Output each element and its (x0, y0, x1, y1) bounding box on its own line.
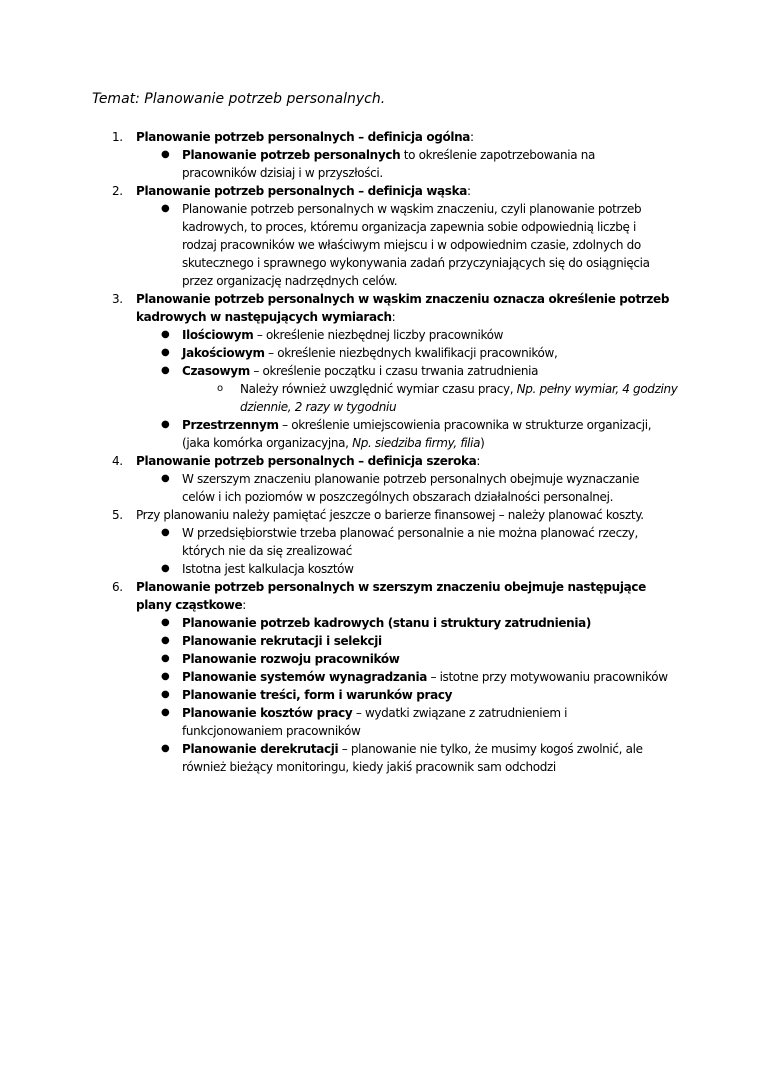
bullet-icon: ● (161, 671, 170, 682)
item-text: Istotna jest kalkulacja kosztów (182, 562, 354, 576)
heading-suffix: : (476, 454, 481, 468)
bullet-icon: ● (161, 473, 170, 484)
list-item (161, 200, 670, 290)
section-number: 1. (112, 130, 123, 144)
list-item (161, 470, 670, 506)
bullet-icon: ● (161, 653, 170, 664)
item-text: – określenie niezbędnej liczby pracowników (253, 328, 504, 342)
bullet-icon: ● (161, 617, 170, 628)
item-example: Np. siedziba firmy, filia (352, 436, 481, 450)
item-term: Planowanie derekrutacji (182, 742, 339, 756)
section-5 (0, 506, 760, 578)
list-item (161, 614, 670, 632)
list-item (161, 362, 678, 416)
bullet-icon: ● (161, 419, 170, 430)
document-title: Temat: Planowanie potrzeb personalnych. (92, 91, 386, 107)
list-item (161, 416, 670, 452)
item-text: Planowanie potrzeb personalnych w wąskim znaczeniu, czyli planowanie potrzeb kadrowych, to proces, któremu organizacja zapewnia sobie odpowiednią liczbę i rodzaj pracowników we właściwym miejscu i w odpowiednim czasie, zdolnych do skutecznego i sprawnego wykonywania zadań przyczyniających się do osiągnięcia przez organizację nadrzędnych celów. (182, 202, 650, 288)
item-text: to określenie zapotrzebowania na pracowników dzisiaj i w przyszłości. (182, 148, 595, 180)
section-2 (0, 182, 760, 290)
section-number: 5. (112, 508, 123, 522)
list-item (161, 560, 670, 578)
item-text: – wydatki związane z zatrudnieniem i funkcjonowaniem pracowników (182, 706, 568, 738)
section-heading: Planowanie potrzeb personalnych – definicja wąska (136, 184, 467, 198)
item-term: Planowanie rekrutacji i selekcji (182, 634, 382, 648)
item-term: Planowanie systemów wynagradzania (182, 670, 427, 684)
list-item (161, 650, 670, 668)
section-number: 4. (112, 454, 123, 468)
list-item (161, 632, 670, 650)
bullet-icon: ● (161, 563, 170, 574)
bullet-icon: ● (161, 635, 170, 646)
heading-suffix: : (242, 598, 246, 612)
item-term: Ilościowym (182, 328, 254, 342)
item-term: Planowanie potrzeb kadrowych (stanu i struktury zatrudnienia) (182, 616, 591, 630)
section-1 (0, 128, 760, 182)
heading-suffix: : (466, 184, 471, 198)
item-term: Przestrzennym (182, 418, 279, 432)
section-number: 3. (112, 292, 123, 306)
bullet-icon: ● (161, 689, 170, 700)
item-text: W szerszym znaczeniu planowanie potrzeb personalnych obejmuje wyznaczanie celów i ich poziomów w poszczególnych obszarach działalności personalnej. (182, 472, 640, 504)
bullet-list (136, 614, 670, 776)
document-body (0, 128, 760, 776)
section-heading: Planowanie potrzeb personalnych w szerszym znaczeniu obejmuje następujące plany cząstkowe (136, 580, 646, 612)
sub-bullet-list (182, 380, 678, 416)
section-4 (0, 452, 760, 506)
section-heading: Planowanie potrzeb personalnych – definicja szeroka (136, 454, 477, 468)
bullet-icon: ● (161, 743, 170, 754)
item-term: Planowanie treści, form i warunków pracy (182, 688, 453, 702)
list-item (161, 740, 670, 776)
item-term: Planowanie kosztów pracy (182, 706, 353, 720)
item-text: – określenie niezbędnych kwalifikacji pracowników, (264, 346, 558, 360)
list-item (161, 146, 670, 182)
sub-item-text: Należy również uwzględnić wymiar czasu pracy, (240, 382, 517, 396)
item-text: – określenie umiejscowienia pracownika w strukturze organizacji, (jaka komórka organizacyjna, (182, 418, 652, 450)
list-item (161, 326, 670, 344)
item-term: Planowanie rozwoju pracowników (182, 652, 400, 666)
section-number: 6. (112, 580, 123, 594)
sub-item-example: Np. pełny wymiar, 4 godziny dziennie, 2 razy w tygodniu (240, 382, 678, 414)
list-item (161, 524, 670, 560)
section-number: 2. (112, 184, 123, 198)
bullet-icon: ● (161, 347, 170, 358)
bullet-icon: ● (161, 149, 170, 160)
section-text: Przy planowaniu należy pamiętać jeszcze o barierze finansowej – należy planować koszty. (136, 508, 644, 522)
item-text: – określenie początku i czasu trwania zatrudnienia (249, 364, 539, 378)
bullet-icon: ● (161, 365, 170, 376)
item-text-after: ) (480, 436, 485, 450)
heading-suffix: : (391, 310, 396, 324)
bullet-list (136, 326, 678, 452)
section-heading: Planowanie potrzeb personalnych – definicja ogólna (136, 130, 471, 144)
bullet-list (136, 146, 670, 182)
sub-list-item (217, 380, 700, 416)
bullet-icon: ● (161, 527, 170, 538)
bullet-icon: ● (161, 707, 170, 718)
item-text: – planowanie nie tylko, że musimy kogoś zwolnić, ale również bieżący monitoringu, kiedy jakiś pracownik sam odchodzi (182, 742, 643, 774)
heading-suffix: : (470, 130, 474, 144)
section-heading: Planowanie potrzeb personalnych w wąskim znaczeniu oznacza określenie potrzeb kadrowych w następujących wymiarach (136, 292, 670, 324)
list-item (161, 704, 670, 740)
list-item (161, 668, 670, 686)
circle-bullet-icon: o (217, 383, 223, 394)
bullet-icon: ● (161, 203, 170, 214)
bullet-list (136, 470, 670, 506)
list-item (161, 344, 670, 362)
item-text: – istotne przy motywowaniu pracowników (426, 670, 668, 684)
item-term: Planowanie potrzeb personalnych (182, 148, 401, 162)
item-term: Czasowym (182, 364, 250, 378)
bullet-icon: ● (161, 329, 170, 340)
section-6 (0, 578, 760, 776)
bullet-list (136, 524, 670, 578)
item-term: Jakościowym (182, 346, 265, 360)
list-item (161, 686, 670, 704)
section-3 (0, 290, 760, 452)
item-text: W przedsiębiorstwie trzeba planować personalnie a nie można planować rzeczy, których nie da się zrealizować (182, 526, 638, 558)
bullet-list (136, 200, 670, 290)
